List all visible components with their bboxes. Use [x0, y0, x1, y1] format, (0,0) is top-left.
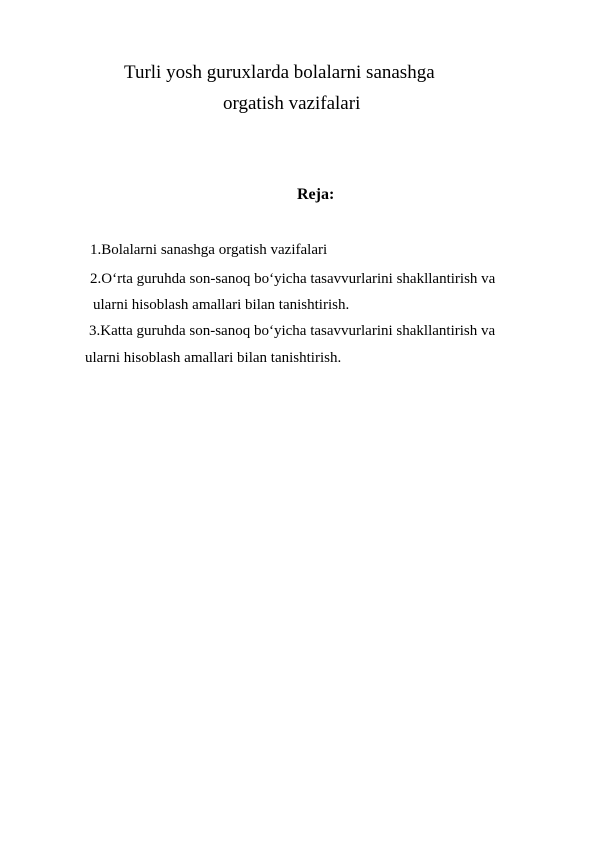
plan-item-2-line-2: ularni hisoblash amallari bilan tanishtirish.: [93, 297, 350, 313]
document-title-line-1: Turli yosh guruxlarda bolalarni sanashga: [124, 62, 435, 83]
document-title-line-2: orgatish vazifalari: [223, 93, 361, 114]
plan-item-1: 1.Bolalarni sanashga orgatish vazifalari: [90, 242, 328, 258]
plan-item-2-line-1: 2.O‘rta guruhda son-sanoq bo‘yicha tasavvurlarini shakllantirish va: [90, 271, 496, 287]
section-heading: Reja:: [297, 186, 335, 203]
plan-item-3-line-1: 3.Katta guruhda son-sanoq bo‘yicha tasavvurlarini shakllantirish va: [89, 323, 496, 339]
plan-item-3-line-2: ularni hisoblash amallari bilan tanishtirish.: [85, 350, 342, 366]
